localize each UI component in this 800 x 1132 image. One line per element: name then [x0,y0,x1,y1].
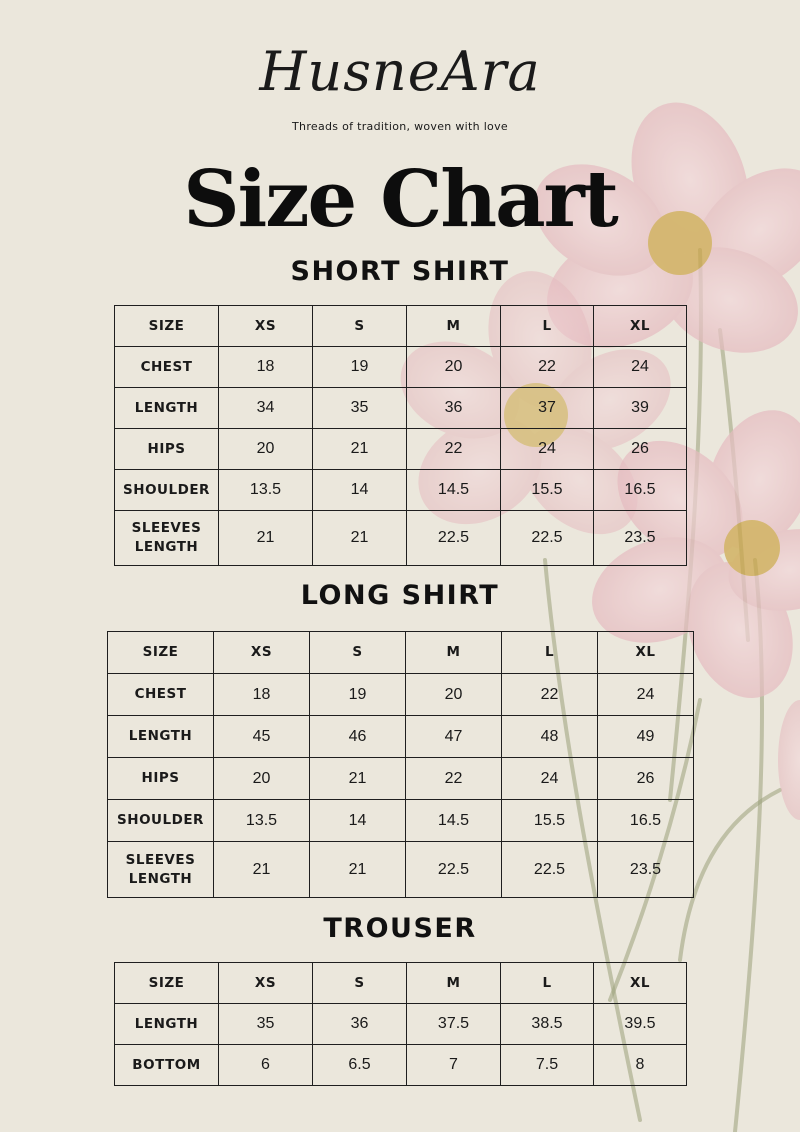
table-cell: 36 [407,388,501,429]
column-header: XL [594,306,687,347]
row-label: BOTTOM [115,1045,219,1086]
column-header: L [501,963,594,1004]
table-cell: 24 [502,758,598,800]
table-cell: 20 [407,347,501,388]
row-label: CHEST [115,347,219,388]
column-header: XL [598,632,694,674]
column-header: XL [594,963,687,1004]
table-cell: 34 [219,388,313,429]
table-cell: 36 [313,1004,407,1045]
table-cell: 21 [310,842,406,898]
table-cell: 24 [501,429,594,470]
table-cell: 7.5 [501,1045,594,1086]
table-cell: 16.5 [598,800,694,842]
table-cell: 15.5 [501,470,594,511]
table-cell: 16.5 [594,470,687,511]
table-cell: 18 [219,347,313,388]
column-header: S [310,632,406,674]
column-header: XS [214,632,310,674]
table-cell: 22.5 [406,842,502,898]
table-cell: 37.5 [407,1004,501,1045]
table-cell: 21 [313,429,407,470]
table-row [115,470,687,511]
row-label: CHEST [108,674,214,716]
table-cell: 47 [406,716,502,758]
table-cell: 22.5 [501,511,594,566]
table-cell: 39 [594,388,687,429]
row-label: LENGTH [115,388,219,429]
table-row [115,1045,687,1086]
table-cell: 21 [313,511,407,566]
row-label: SHOULDER [108,800,214,842]
brand-tagline: Threads of tradition, woven with love [292,120,508,133]
table-cell: 37 [501,388,594,429]
table-cell: 14.5 [407,470,501,511]
long-shirt-size-table [107,631,694,898]
table-cell: 20 [214,758,310,800]
table-cell: 6.5 [313,1045,407,1086]
table-header-row [115,963,687,1004]
table-row [108,842,694,898]
table-cell: 24 [594,347,687,388]
table-cell: 23.5 [598,842,694,898]
column-header: L [501,306,594,347]
table-cell: 49 [598,716,694,758]
column-header: S [313,306,407,347]
table-cell: 45 [214,716,310,758]
table-row [115,347,687,388]
table-cell: 20 [219,429,313,470]
column-header: SIZE [115,963,219,1004]
table-header-row [115,306,687,347]
table-cell: 48 [502,716,598,758]
table-cell: 38.5 [501,1004,594,1045]
column-header: SIZE [115,306,219,347]
table-cell: 24 [598,674,694,716]
column-header: M [406,632,502,674]
table-row [115,388,687,429]
table-row [115,429,687,470]
table-cell: 19 [313,347,407,388]
table-cell: 19 [310,674,406,716]
table-cell: 8 [594,1045,687,1086]
table-cell: 21 [310,758,406,800]
table-row [115,511,687,566]
table-cell: 22 [502,674,598,716]
table-header-row [108,632,694,674]
table-cell: 35 [313,388,407,429]
table-cell: 13.5 [214,800,310,842]
column-header: S [313,963,407,1004]
row-label: SLEEVES LENGTH [108,842,214,898]
table-cell: 7 [407,1045,501,1086]
table-cell: 22 [501,347,594,388]
table-cell: 39.5 [594,1004,687,1045]
column-header: XS [219,963,313,1004]
table-cell: 21 [219,511,313,566]
table-row [108,674,694,716]
table-cell: 21 [214,842,310,898]
table-cell: 15.5 [502,800,598,842]
table-cell: 14 [313,470,407,511]
page-title: Size Chart [183,154,617,245]
table-cell: 6 [219,1045,313,1086]
table-row [115,1004,687,1045]
row-label: SHOULDER [115,470,219,511]
row-label: HIPS [108,758,214,800]
table-cell: 20 [406,674,502,716]
section-title-long-shirt: LONG SHIRT [300,580,500,611]
row-label: HIPS [115,429,219,470]
row-label: LENGTH [108,716,214,758]
table-cell: 14.5 [406,800,502,842]
table-cell: 23.5 [594,511,687,566]
table-cell: 22.5 [502,842,598,898]
table-cell: 13.5 [219,470,313,511]
column-header: M [407,963,501,1004]
table-row [108,758,694,800]
table-cell: 22.5 [407,511,501,566]
brand-logo: HusneAra [259,40,541,103]
table-cell: 26 [594,429,687,470]
trouser-size-table [114,962,687,1086]
section-title-short-shirt: SHORT SHIRT [290,256,510,287]
column-header: XS [219,306,313,347]
table-cell: 22 [407,429,501,470]
table-row [108,716,694,758]
table-cell: 14 [310,800,406,842]
table-cell: 35 [219,1004,313,1045]
table-cell: 22 [406,758,502,800]
column-header: L [502,632,598,674]
table-cell: 26 [598,758,694,800]
short-shirt-size-table [114,305,687,566]
row-label: LENGTH [115,1004,219,1045]
section-title-trouser: TROUSER [323,913,477,944]
table-cell: 18 [214,674,310,716]
table-cell: 46 [310,716,406,758]
table-row [108,800,694,842]
column-header: M [407,306,501,347]
column-header: SIZE [108,632,214,674]
row-label: SLEEVES LENGTH [115,511,219,566]
